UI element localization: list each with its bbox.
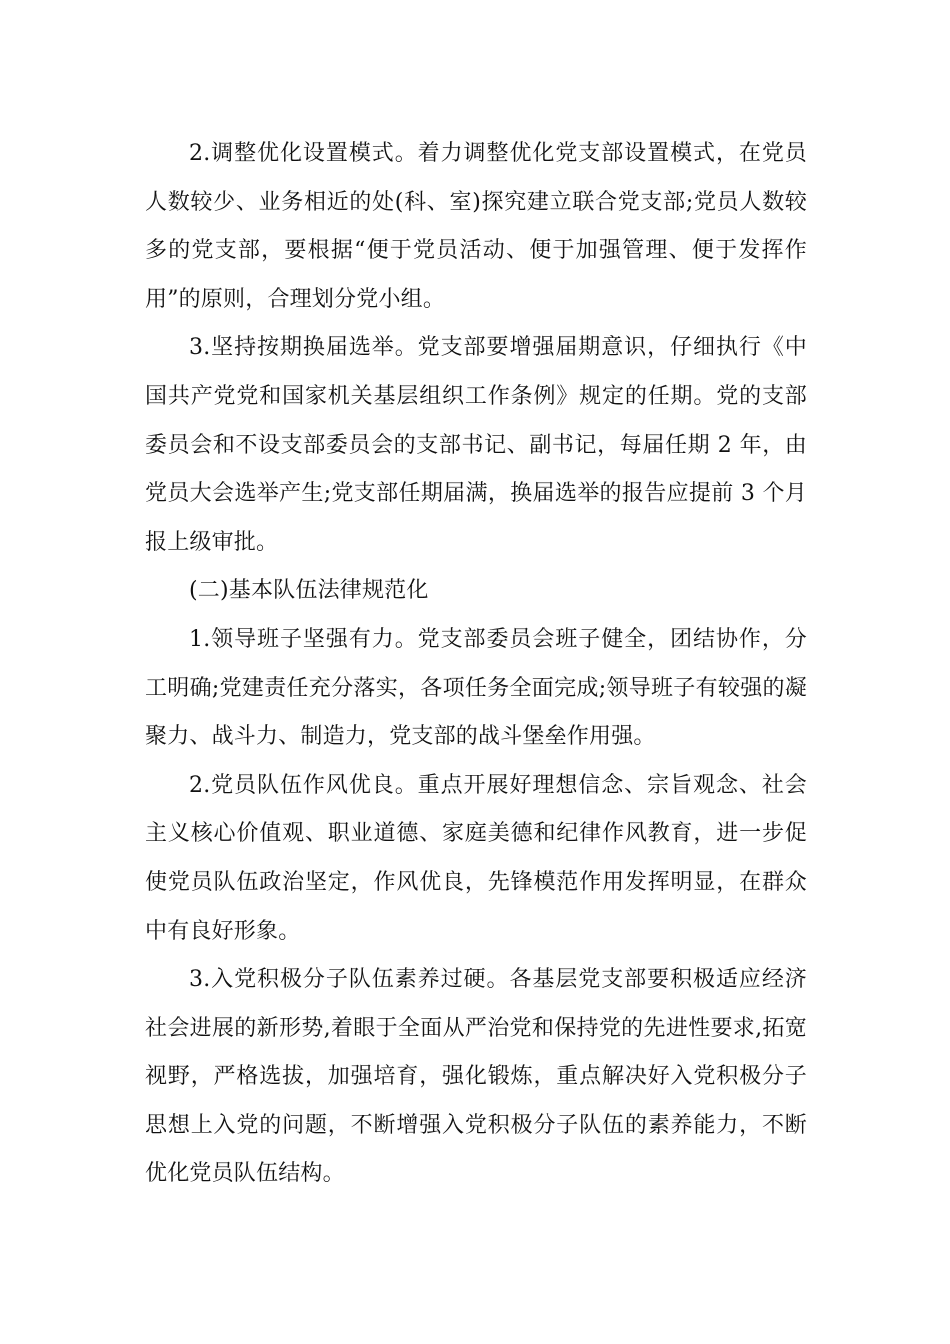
paragraph-activist-quality: 3.入党积极分子队伍素养过硬。各基层党支部要积极适应经济社会进展的新形势,着眼于全面从严治党和保持党的先进性要求,拓宽视野，严格选拔，加强培育，强化锻炼，重点解决好入党积极分子思想上入党的问题，不断增强入党积极分子队伍的素养能力，不断优化党员队伍结构。 (145, 967, 807, 1187)
paragraph-term-election: 3.坚持按期换届选举。党支部要增强届期意识，仔细执行《中国共产党党和国家机关基层组织工作条例》规定的任期。党的支部委员会和不设支部委员会的支部书记、副书记，每届任期 2 年，由党员大会选举产生;党支部任期届满，换届选举的报告应提前 3 个月报上级审批。 (145, 335, 807, 555)
document-body (145, 130, 807, 1199)
paragraph-adjust-setup-mode: 2.调整优化设置模式。着力调整优化党支部设置模式，在党员人数较少、业务相近的处(科、室)探究建立联合党支部;党员人数较多的党支部，要根据“便于党员活动、便于加强管理、便于发挥作用”的原则，合理划分党小组。 (145, 141, 807, 312)
section-heading-basic-team: (二)基本队伍法律规范化 (189, 578, 429, 604)
paragraph-leadership-team: 1.领导班子坚强有力。党支部委员会班子健全，团结协作，分工明确;党建责任充分落实，各项任务全面完成;领导班子有较强的凝聚力、战斗力、制造力，党支部的战斗堡垒作用强。 (145, 626, 807, 750)
paragraph-member-style: 2.党员队伍作风优良。重点开展好理想信念、宗旨观念、社会主义核心价值观、职业道德、家庭美德和纪律作风教育，进一步促使党员队伍政治坚定，作风优良，先锋模范作用发挥明显，在群众中有良好形象。 (145, 772, 807, 944)
